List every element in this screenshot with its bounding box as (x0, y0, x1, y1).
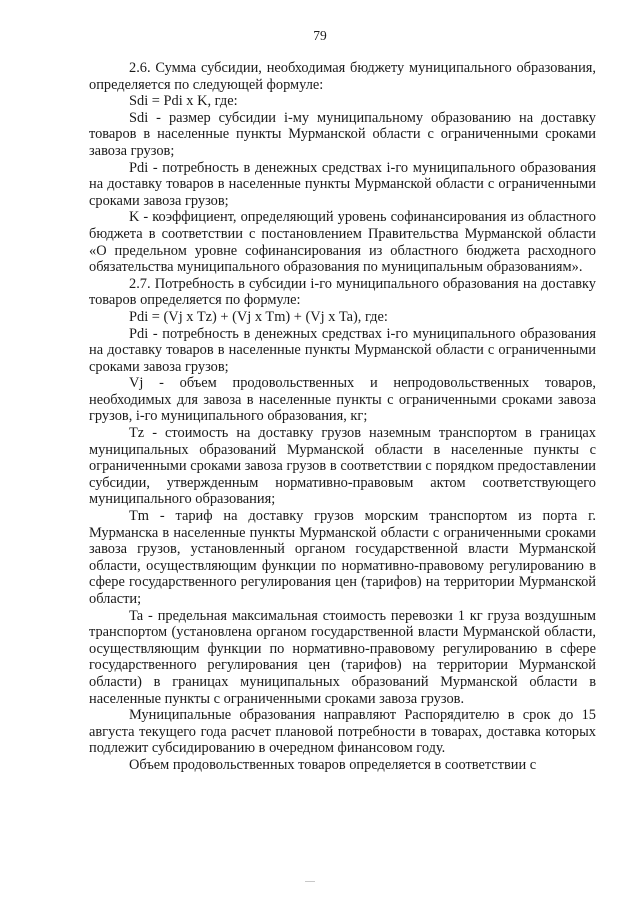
definition-pdi-2: Pdi - потребность в денежных средствах i-го муниципального образования на доставку товаров в населенные пункты Мурманской области с ограниченными сроками завоза грузов; (89, 325, 596, 375)
definition-k: K - коэффициент, определяющий уровень софинансирования из областного бюджета в соответствии с постановлением Правительства Мурманской области «О предельном уровне софинансирования из областного бюджета расходного обязательства муниципального образования по муниципальным образованиям». (89, 209, 596, 276)
paragraph-food-volume: Объем продовольственных товаров определяется в соответствии с (129, 756, 537, 773)
formula-sdi: Sdi = Pdi x K, где: (129, 93, 238, 110)
definition-ta: Ta - предельная максимальная стоимость перевозки 1 кг груза воздушным транспортом (установлена органом государственной власти Мурманской области, осуществляющим функции по нормативно-правовому регулированию в сфере государственного регулирования цен (тарифов) на территории Мурманской области) в границах муниципальных образований Мурманской области в населенные пункты с ограниченными сроками завоза грузов. (89, 607, 596, 707)
document-body (89, 60, 596, 774)
page-number: 79 (313, 28, 327, 43)
formula-pdi: Pdi = (Vj x Tz) + (Vj x Tm) + (Vj x Ta), где: (129, 308, 388, 325)
definition-sdi: Sdi - размер субсидии i-му муниципальному образованию на доставку товаров в населенные пункты Мурманской области с ограниченными сроками завоза грузов; (89, 109, 596, 159)
definition-tz: Tz - стоимость на доставку грузов наземным транспортом в границах муниципальных образований Мурманской области в населенные пункты с ограниченными сроками завоза грузов в соответствии с порядком предоставлении субсидии, утвержденным нормативно-правовым актом соответствующего муниципального образования; (89, 425, 596, 508)
definition-tm: Tm - тариф на доставку грузов морским транспортом из порта г. Мурманска в населенные пункты Мурманской области с ограниченными сроками завоза грузов, установленный органом государственной власти Мурманской области, осуществляющим функции по нормативно-правовому регулированию в сфере государственного регулирования цен (тарифов) на территории Мурманской области; (89, 508, 596, 607)
definition-pdi: Pdi - потребность в денежных средствах i-го муниципального образования на доставку товаров в населенные пункты Мурманской области с ограниченными сроками завоза грузов; (89, 159, 596, 209)
paragraph-2-7: 2.7. Потребность в субсидии i-го муниципального образования на доставку товаров определяется по формуле: (89, 275, 596, 309)
paragraph-deadline: Муниципальные образования направляют Распорядителю в срок до 15 августа текущего года расчет плановой потребности в товарах, доставка которых подлежит субсидированию в очередном финансовом году. (89, 707, 596, 757)
scan-artifact (305, 881, 315, 882)
definition-vj: Vj - объем продовольственных и непродовольственных товаров, необходимых для завоза в населенные пункты с ограниченными сроками завоза грузов, i-го муниципального образования, кг; (89, 375, 596, 425)
paragraph-2-6: 2.6. Сумма субсидии, необходимая бюджету муниципального образования, определяется по следующей формуле: (89, 60, 596, 93)
